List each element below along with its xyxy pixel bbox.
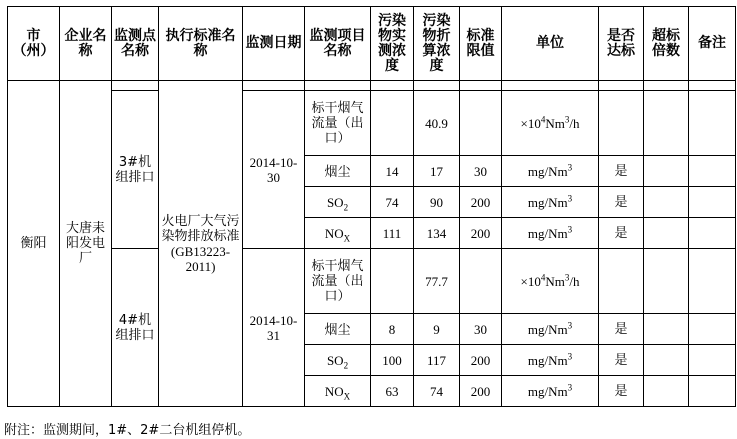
exceed-cell <box>644 314 689 345</box>
item-cell: 烟尘 <box>305 314 371 345</box>
converted-cell: 9 <box>414 314 460 345</box>
limit-cell: 200 <box>460 345 502 376</box>
measured-cell: 8 <box>371 314 414 345</box>
remark-cell <box>689 156 736 187</box>
header-standard: 执行标准名称 <box>159 7 243 81</box>
limit-cell: 200 <box>460 187 502 218</box>
company-cell: 大唐耒阳发电厂 <box>60 81 112 407</box>
table-note: 附注：监测期间，1#、2#二台机组停机。 <box>4 423 251 438</box>
exceed-cell <box>644 249 689 314</box>
spacer-cell <box>112 81 159 91</box>
remark-cell <box>689 218 736 249</box>
standard-code: (GB13223-2011) <box>170 243 231 274</box>
header-compliant: 是否达标 <box>599 7 644 81</box>
table-row <box>8 249 736 314</box>
converted-cell: 134 <box>414 218 460 249</box>
unit-cell: mg/Nm$^3$ <box>502 156 599 187</box>
header-limit: 标准限值 <box>460 7 502 81</box>
header-remark: 备注 <box>689 7 736 81</box>
spacer-cell <box>502 81 599 91</box>
limit-cell <box>460 249 502 314</box>
item-cell: 标干烟气流量（出口） <box>305 91 371 156</box>
compliant-cell: 是 <box>599 156 644 187</box>
exceed-cell <box>644 156 689 187</box>
measured-cell: 111 <box>371 218 414 249</box>
spacer-cell <box>305 81 371 91</box>
monitoring-table <box>7 6 736 407</box>
standard-cell <box>159 81 243 407</box>
compliant-cell: 是 <box>599 314 644 345</box>
spacer-cell <box>599 81 644 91</box>
exceed-cell <box>644 187 689 218</box>
spacer-cell <box>243 81 305 91</box>
remark-cell <box>689 345 736 376</box>
unit-cell: mg/Nm$^3$ <box>502 314 599 345</box>
compliant-cell: 是 <box>599 187 644 218</box>
compliant-cell: 是 <box>599 345 644 376</box>
unit-cell: $\times 10^4Nm^3/h$ <box>502 249 599 314</box>
exceed-cell <box>644 376 689 407</box>
converted-cell: 74 <box>414 376 460 407</box>
header-unit: 单位 <box>502 7 599 81</box>
spacer-cell <box>644 81 689 91</box>
standard-name: 火电厂大气污染物排放标准 <box>161 213 240 244</box>
converted-cell: 77.7 <box>414 249 460 314</box>
remark-cell <box>689 314 736 345</box>
compliant-cell: 是 <box>599 376 644 407</box>
header-row <box>8 7 736 81</box>
spacer-row <box>8 81 736 91</box>
spacer-cell <box>689 81 736 91</box>
compliant-cell <box>599 249 644 314</box>
measured-cell: 63 <box>371 376 414 407</box>
compliant-cell <box>599 91 644 156</box>
converted-cell: 117 <box>414 345 460 376</box>
header-date: 监测日期 <box>243 7 305 81</box>
converted-cell: 40.9 <box>414 91 460 156</box>
remark-cell <box>689 249 736 314</box>
item-cell: 标干烟气流量（出口） <box>305 249 371 314</box>
unit-cell: $\times 10^4Nm^3/h$ <box>502 91 599 156</box>
item-cell: $NO_X$ <box>305 218 371 249</box>
limit-cell: 30 <box>460 314 502 345</box>
item-cell: $SO_2$ <box>305 187 371 218</box>
exceed-cell <box>644 345 689 376</box>
point-cell: 4#机组排口 <box>112 249 159 407</box>
measured-cell <box>371 249 414 314</box>
city-cell: 衡阳 <box>8 81 60 407</box>
header-point: 监测点名称 <box>112 7 159 81</box>
limit-cell: 200 <box>460 376 502 407</box>
limit-cell <box>460 91 502 156</box>
compliant-cell: 是 <box>599 218 644 249</box>
unit-cell: mg/Nm$^3$ <box>502 187 599 218</box>
header-converted: 污染物折算浓度 <box>414 7 460 81</box>
unit-cell: mg/Nm$^3$ <box>502 218 599 249</box>
point-cell: 3#机组排口 <box>112 91 159 249</box>
unit-cell: mg/Nm$^3$ <box>502 376 599 407</box>
remark-cell <box>689 91 736 156</box>
header-city: 市（州） <box>8 7 60 81</box>
exceed-cell <box>644 218 689 249</box>
measured-cell: 100 <box>371 345 414 376</box>
measured-cell <box>371 91 414 156</box>
table-row <box>8 91 736 156</box>
converted-cell: 90 <box>414 187 460 218</box>
exceed-cell <box>644 91 689 156</box>
header-item: 监测项目名称 <box>305 7 371 81</box>
spacer-cell <box>460 81 502 91</box>
spacer-cell <box>371 81 414 91</box>
limit-cell: 30 <box>460 156 502 187</box>
header-company: 企业名称 <box>60 7 112 81</box>
remark-cell <box>689 187 736 218</box>
limit-cell: 200 <box>460 218 502 249</box>
item-cell: $NO_X$ <box>305 376 371 407</box>
item-cell: $SO_2$ <box>305 345 371 376</box>
header-measured: 污染物实测浓度 <box>371 7 414 81</box>
header-exceed: 超标倍数 <box>644 7 689 81</box>
item-cell: 烟尘 <box>305 156 371 187</box>
unit-cell: mg/Nm$^3$ <box>502 345 599 376</box>
date-cell: 2014-10-30 <box>243 91 305 249</box>
measured-cell: 74 <box>371 187 414 218</box>
date-cell: 2014-10-31 <box>243 249 305 407</box>
spacer-cell <box>414 81 460 91</box>
measured-cell: 14 <box>371 156 414 187</box>
remark-cell <box>689 376 736 407</box>
converted-cell: 17 <box>414 156 460 187</box>
